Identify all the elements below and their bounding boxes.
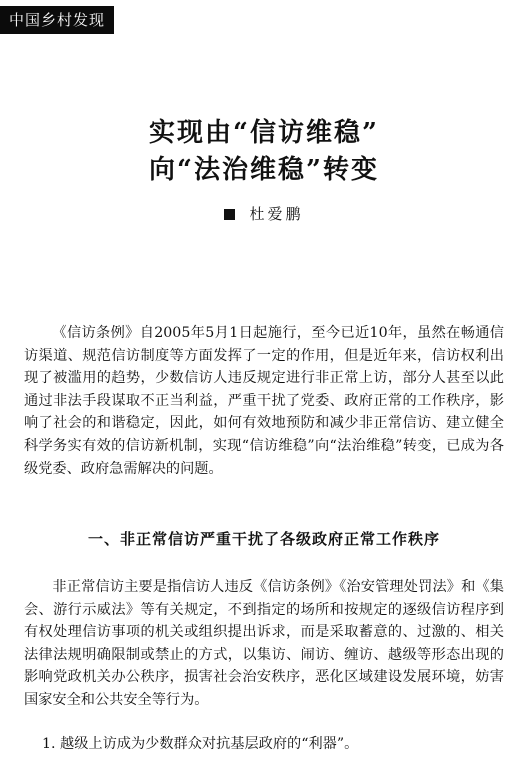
- article-title-line-1: 实现由“信访维稳”: [149, 118, 379, 148]
- paragraph-definition: 非正常信访主要是指信访人违反《信访条例》《治安管理处罚法》和《集会、游行示威法》等有关规定，不到指定的场所和按规定的逐级信访程序到有权处理信访事项的机关或组织提出诉求，而是采取蓄意的、过激的、相关法律法规明确限制或禁止的方式，以集访、闹访、缠访、越级等形态出现的影响党政机关办公秩序，损害社会治安秩序，恶化区域建设发展环境，妨害国家安全和公共安全等行为。: [24, 579, 504, 708]
- square-bullet-icon: [224, 209, 235, 220]
- subheading-point-1: 1. 越级上访成为少数群众对抗基层政府的“利器”。: [42, 736, 359, 752]
- section-heading: 一、非正常信访严重干扰了各级政府正常工作秩序: [87, 530, 440, 548]
- article-title-line-2: 向“法治维稳”转变: [149, 155, 379, 185]
- section-tag: 中国乡村发现: [0, 6, 114, 34]
- author-name: 杜爱鹏: [249, 205, 304, 223]
- paragraph-intro: 《信访条例》自2005年5月1日起施行，至今已近10年，虽然在畅通信访渠道、规范信访制度等方面发挥了一定的作用，但是近年来，信访权利出现了被滥用的趋势，少数信访人违反规定进行非正常上访，部分人甚至以此通过非法手段谋取不正当利益，严重干扰了党委、政府正常的工作秩序，影响了社会的和谐稳定，因此，如何有效地预防和减少非正常信访、建立健全科学务实有效的信访新机制，实现“信访维稳”向“法治维稳”转变，已成为各级党委、政府急需解决的问题。: [24, 325, 504, 477]
- byline: [0, 203, 528, 224]
